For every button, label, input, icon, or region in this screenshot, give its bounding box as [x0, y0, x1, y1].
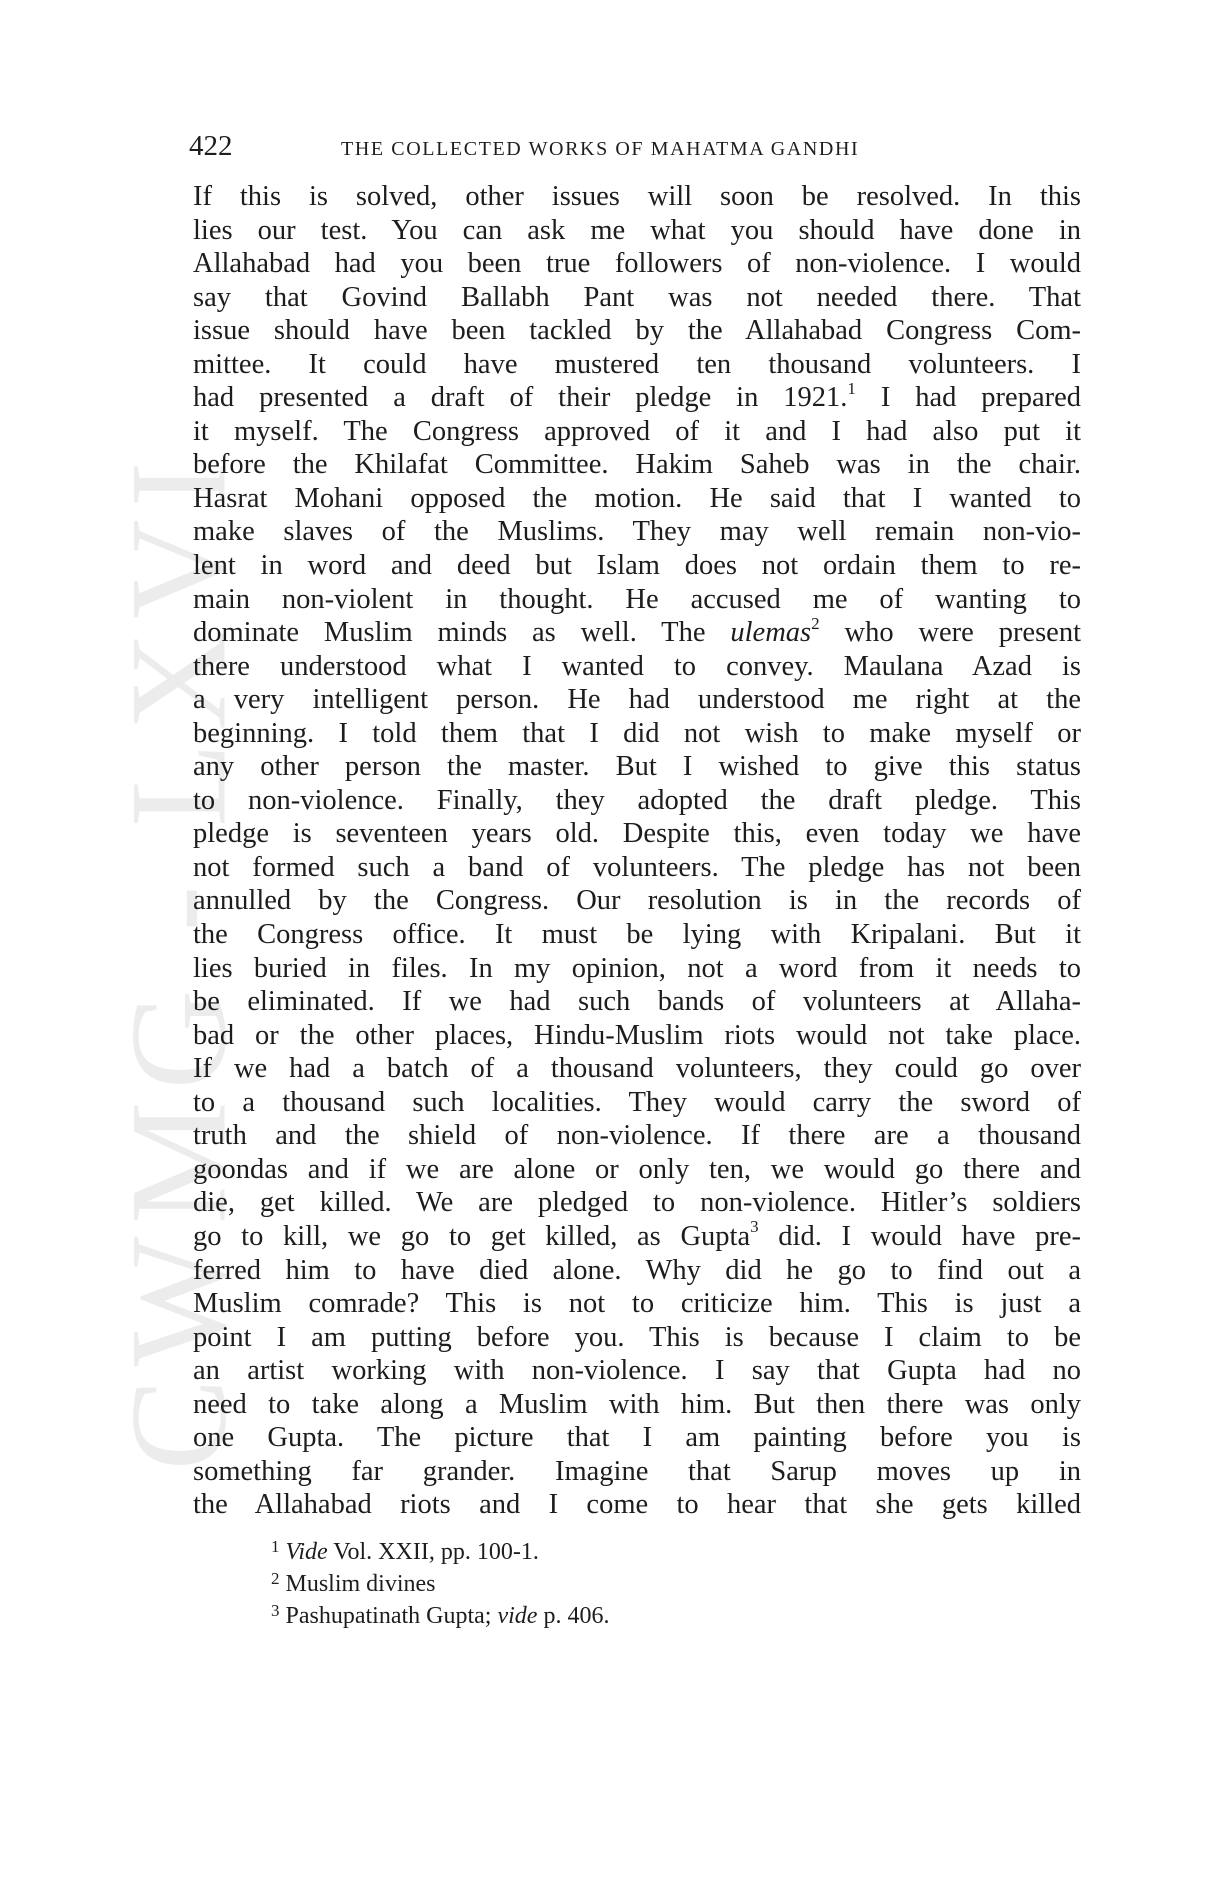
- footnote-text: p. 406.: [537, 1603, 610, 1629]
- page-number: 422: [189, 130, 233, 162]
- footnote-mark: 3: [271, 1601, 280, 1620]
- text-line: lies our test. You can ask me what you should have done in: [193, 214, 1081, 246]
- footnote-text: Pashupatinath Gupta;: [285, 1603, 498, 1629]
- text-line: Allahabad had you been true followers of non-violence. I would: [193, 248, 1081, 280]
- text-line: main non-violent in thought. He accused me of wanting to: [193, 583, 1081, 615]
- text-fragment: had presented a draft of their pledge in 1921.: [193, 382, 848, 414]
- text-line: If this is solved, other issues will soon be resolved. In this: [193, 181, 1081, 212]
- text-line: it myself. The Congress approved of it and I had also put it: [193, 415, 1081, 447]
- text-line: Hasrat Mohani opposed the motion. He said that I wanted to: [193, 482, 1081, 514]
- text-line: not formed such a band of volunteers. The pledge has not been: [193, 851, 1081, 883]
- text-line: be eliminated. If we had such bands of volunteers at Allaha-: [193, 986, 1081, 1018]
- text-fragment: who were present: [819, 617, 1081, 649]
- text-fragment: go to kill, we go to get killed, as Gupta: [193, 1220, 751, 1252]
- italic-term: ulemas: [730, 617, 812, 649]
- text-line: one Gupta. The picture that I am painting before you is: [193, 1422, 1081, 1454]
- footnote: [193, 1600, 1081, 1632]
- text-line: need to take along a Muslim with him. But then there was only: [193, 1388, 1081, 1420]
- footnote: [193, 1536, 1081, 1568]
- text-line: bad or the other places, Hindu-Muslim riots would not take place.: [193, 1019, 1081, 1051]
- text-line: lent in word and deed but Islam does not ordain them to re-: [193, 550, 1081, 582]
- footnote-italic: vide: [497, 1603, 538, 1629]
- running-head: THE COLLECTED WORKS OF MAHATMA GANDHI: [341, 138, 860, 160]
- text-line: make slaves of the Muslims. They may well remain non-vio-: [193, 516, 1081, 548]
- text-line: a very intelligent person. He had understood me right at the: [193, 684, 1081, 716]
- text-fragment: dominate Muslim minds as well. The: [193, 617, 731, 649]
- text-line: goondas and if we are alone or only ten, we would go there and: [193, 1153, 1081, 1185]
- text-line: Muslim comrade? This is not to criticize him. This is just a: [193, 1288, 1081, 1320]
- footnote-ref: 1: [847, 378, 856, 398]
- text-line: to a thousand such localities. They would carry the sword of: [193, 1086, 1081, 1118]
- text-fragment: did. I would have pre-: [758, 1220, 1082, 1252]
- text-line: say that Govind Ballabh Pant was not needed there. That: [193, 281, 1081, 313]
- footnote-text: Vol. XXII, pp. 100-1.: [327, 1539, 539, 1565]
- text-line: point I am putting before you. This is because I claim to be: [193, 1321, 1081, 1353]
- footnote-text: Muslim divines: [285, 1571, 436, 1597]
- text-line: annulled by the Congress. Our resolution is in the records of: [193, 885, 1081, 917]
- text-line: to non-violence. Finally, they adopted the draft pledge. This: [193, 784, 1081, 816]
- text-line: [193, 613, 1081, 650]
- footnote-mark: 2: [271, 1569, 280, 1588]
- footnote: [193, 1568, 1081, 1600]
- text-line: If we had a batch of a thousand volunteers, they could go over: [193, 1053, 1081, 1085]
- text-line: [193, 378, 1081, 415]
- footnote-ref: 2: [811, 613, 820, 633]
- text-line: mittee. It could have mustered ten thousand volunteers. I: [193, 348, 1081, 380]
- page-header: [189, 126, 1079, 166]
- footnote-mark: 1: [271, 1537, 280, 1556]
- text-line: [193, 1217, 1082, 1254]
- body-text: [193, 180, 1081, 1522]
- text-line: the Allahabad riots and I come to hear that she gets killed: [193, 1489, 1081, 1521]
- text-line: there understood what I wanted to convey. Maulana Azad is: [193, 650, 1081, 682]
- text-line: something far grander. Imagine that Sarup moves up in: [193, 1455, 1081, 1487]
- text-line: issue should have been tackled by the Allahabad Congress Com-: [193, 315, 1081, 347]
- text-line: pledge is seventeen years old. Despite this, even today we have: [193, 818, 1081, 850]
- text-line: beginning. I told them that I did not wish to make myself or: [193, 717, 1081, 749]
- text-fragment: I had prepared: [855, 382, 1081, 414]
- text-line: truth and the shield of non-violence. If there are a thousand: [193, 1120, 1081, 1152]
- text-line: die, get killed. We are pledged to non-violence. Hitler’s soldiers: [193, 1187, 1081, 1219]
- text-line: any other person the master. But I wished to give this status: [193, 751, 1081, 783]
- footnote-italic: Vide: [285, 1539, 328, 1565]
- text-line: lies buried in files. In my opinion, not a word from it needs to: [193, 952, 1081, 984]
- text-line: before the Khilafat Committee. Hakim Saheb was in the chair.: [193, 449, 1081, 481]
- text-line: ferred him to have died alone. Why did he go to find out a: [193, 1254, 1081, 1286]
- footnote-ref: 3: [750, 1217, 759, 1237]
- watermark-text: CWMG - LXVI: [101, 449, 255, 1471]
- text-line: the Congress office. It must be lying with Kripalani. But it: [193, 919, 1081, 951]
- footnotes: [193, 1536, 1081, 1632]
- text-line: an artist working with non-violence. I say that Gupta had no: [193, 1355, 1081, 1387]
